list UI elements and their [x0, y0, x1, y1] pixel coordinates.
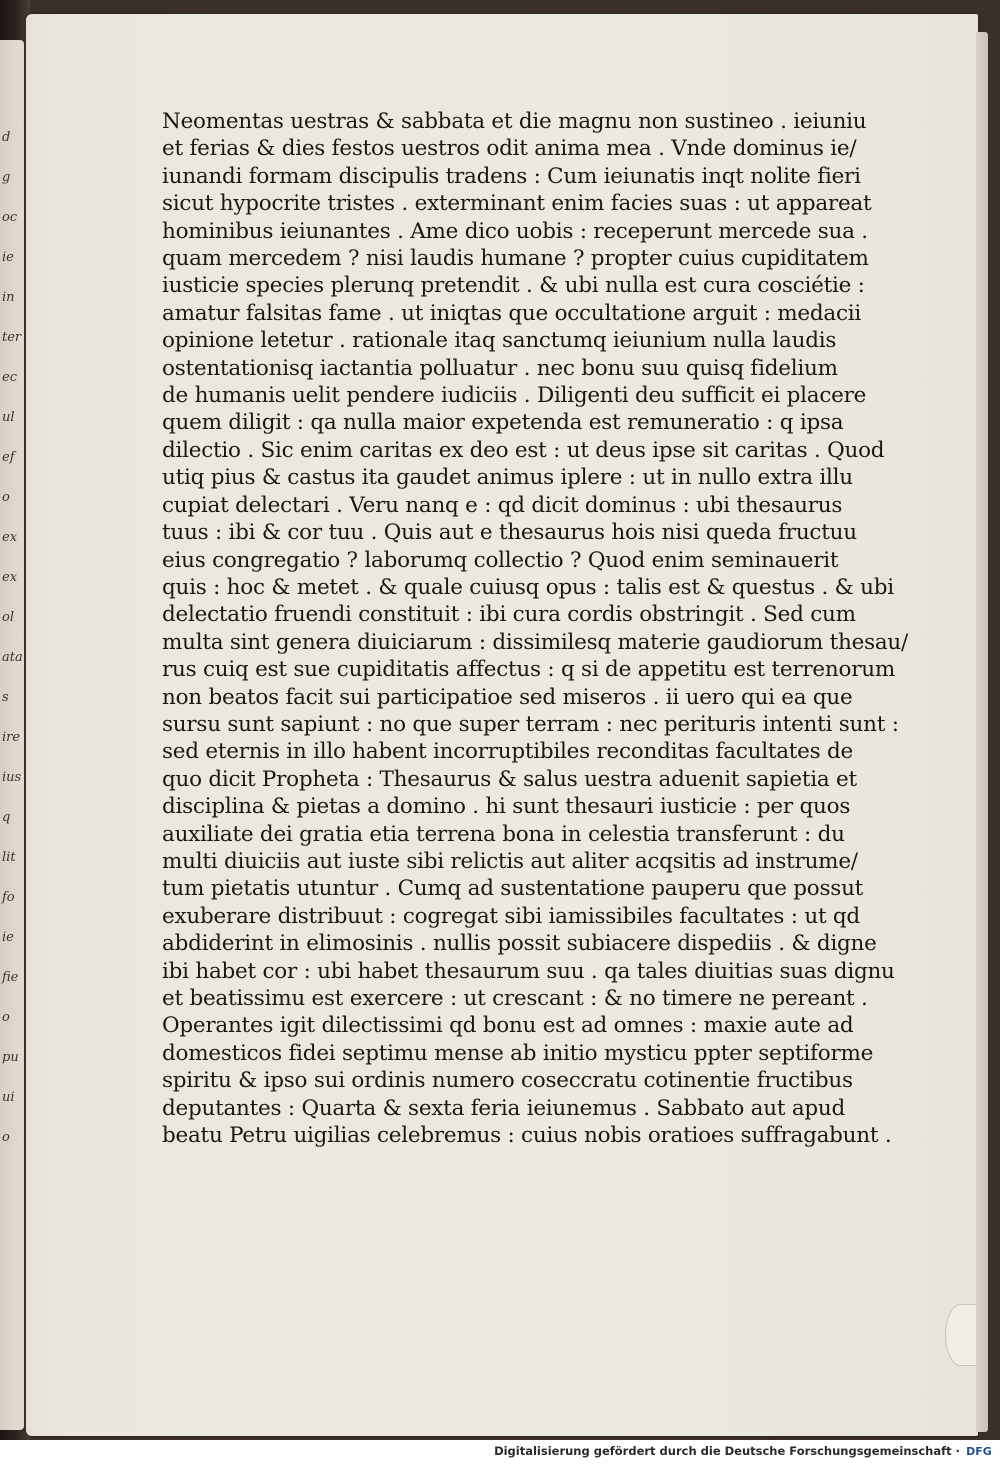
- text-line: multi diuiciis aut iuste sibi relictis aut aliter acqsitis ad instrume/: [162, 848, 858, 874]
- facing-page-fragment: q: [2, 810, 11, 825]
- text-line: auxiliate dei gratia etia terrena bona in celestia transferunt : du: [162, 821, 845, 847]
- text-line: beatu Petru uigilias celebremus : cuius nobis oratioes suffragabunt .: [162, 1123, 892, 1149]
- facing-page-fragment: s: [2, 690, 9, 705]
- facing-page-fragment: ul: [2, 410, 15, 425]
- facing-page-fragment: pu: [2, 1050, 19, 1065]
- text-line: iusticie species plerunq pretendit . & ubi nulla est cura cosciétie :: [162, 273, 865, 299]
- text-line: Operantes igit dilectissimi qd bonu est ad omnes : maxie aute ad: [162, 1013, 854, 1039]
- text-line: de humanis uelit pendere iudiciis . Diligenti deu sufficit ei placere: [162, 383, 867, 409]
- facing-page-fragment: g: [2, 170, 11, 185]
- text-line: eius congregatio ? laborumq collectio ? Quod enim seminauerit: [162, 547, 839, 573]
- funding-credit: Digitalisierung gefördert durch die Deutsche Forschungsgemeinschaft ·: [494, 1444, 960, 1458]
- text-line: dilectio . Sic enim caritas ex deo est : ut deus ipse sit caritas . Quod: [162, 437, 885, 463]
- text-line: Neomentas uestras & sabbata et die magnu non sustineo . ieiuniu: [162, 109, 867, 134]
- facing-page-fragment: d: [2, 130, 11, 145]
- facing-page-fragment: fo: [2, 890, 15, 905]
- text-line: cupiat delectari . Veru nanq e : qd dicit dominus : ubi thesaurus: [162, 492, 843, 518]
- text-line: tum pietatis utuntur . Cumq ad sustentatione pauperu que possut: [162, 876, 864, 902]
- facing-page-fragment: ius: [2, 770, 22, 785]
- text-line: et ferias & dies festos uestros odit anima mea . Vnde dominus ie/: [162, 136, 857, 162]
- text-line: sursu sunt sapiunt : no que super terram : nec perituris intenti sunt :: [162, 711, 899, 737]
- facing-page-fragment: ex: [2, 530, 18, 545]
- facing-page-fragment: ef: [2, 450, 15, 465]
- page-corner-curl: [945, 1304, 976, 1366]
- facing-page-fragment: oc: [2, 210, 18, 225]
- text-line: quam mercedem ? nisi laudis humane ? propter cuius cupiditatem: [162, 246, 869, 272]
- text-line: quis : hoc & metet . & quale cuiusq opus : talis est & questus . & ubi: [162, 574, 894, 600]
- facing-page-fragment: fie: [2, 970, 19, 985]
- facing-page-fragment: ata: [2, 650, 23, 665]
- facing-page-fragment: in: [2, 290, 15, 305]
- facing-page-fragment: ec: [2, 370, 17, 385]
- printed-text-block: [162, 108, 909, 1149]
- text-line: hominibus ieiunantes . Ame dico uobis : receperunt mercede sua .: [162, 218, 868, 244]
- text-line: sed eternis in illo habent incorruptibiles reconditas facultates de: [162, 739, 854, 765]
- facing-page-fragment: o: [2, 1010, 10, 1025]
- facing-page-fragment: ex: [2, 570, 18, 585]
- digitization-footer: [0, 1440, 1000, 1465]
- text-line: et beatissimu est exercere : ut crescant : & no timere ne pereant .: [162, 986, 868, 1011]
- facing-page-fragment: o: [2, 490, 10, 505]
- text-line: disciplina & pietas a domino . hi sunt thesauri iusticie : per quos: [162, 794, 851, 820]
- text-line: amatur falsitas fame . ut iniqtas que occultatione arguit : medacii: [162, 300, 862, 326]
- text-line: domesticos fidei septimu mense ab initio mysticu ppter septiforme: [162, 1040, 874, 1066]
- text-line: deputantes : Quarta & sexta feria ieiunemus . Sabbato aut apud: [162, 1095, 846, 1121]
- text-line: tuus : ibi & cor tuu . Quis aut e thesaurus hois nisi queda fructuu: [162, 520, 857, 546]
- text-line: ibi habet cor : ubi habet thesaurum suu . qa tales diuitias suas dignu: [162, 958, 895, 984]
- text-line: exuberare distribuut : cogregat sibi iamissibiles facultates : ut qd: [162, 903, 860, 929]
- text-line: opinione letetur . rationale itaq sanctumq ieiunium nulla laudis: [162, 328, 837, 354]
- facing-page-fragment: ter: [2, 330, 22, 345]
- page-edge-stack: [976, 32, 988, 1432]
- dfg-logo: DFG: [966, 1445, 992, 1458]
- text-line: sicut hypocrite tristes . exterminant enim facies suas : ut appareat: [162, 191, 872, 217]
- text-line: spiritu & ipso sui ordinis numero coseccratu cotinentie fructibus: [162, 1068, 853, 1094]
- facing-page-fragment: ol: [2, 610, 14, 625]
- text-line: multa sint genera diuiciarum : dissimilesq materie gaudiorum thesau/: [162, 629, 909, 655]
- text-line: utiq pius & castus ita gaudet animus iplere : ut in nullo extra illu: [162, 465, 853, 491]
- facing-page-fragment: ui: [2, 1090, 15, 1105]
- facing-page-fragment: ie: [2, 930, 14, 945]
- text-line: quem diligit : qa nulla maior expetenda est remuneratio : q ipsa: [162, 410, 844, 436]
- facing-page-fragment: lit: [2, 850, 16, 865]
- facing-page-fragment: ire: [2, 730, 21, 745]
- text-line: ostentationisq iactantia polluatur . nec bonu suu quisq fidelium: [162, 355, 838, 381]
- facing-page-fragment: o: [2, 1130, 10, 1145]
- text-line: abdiderint in elimosinis . nullis possit subiacere dispediis . & digne: [162, 931, 877, 957]
- text-line: quo dicit Propheta : Thesaurus & salus uestra aduenit sapietia et: [162, 766, 857, 792]
- text-line: non beatos facit sui participatioe sed miseros . ii uero qui ea que: [162, 684, 853, 710]
- text-line: iunandi formam discipulis tradens : Cum ieiunatis inqt nolite fieri: [162, 163, 861, 189]
- manuscript-page: [26, 14, 978, 1436]
- facing-page-edge: [0, 40, 24, 1430]
- facing-page-fragment: ie: [2, 250, 14, 265]
- text-line: delectatio fruendi constituit : ibi cura cordis obstringit . Sed cum: [162, 602, 856, 628]
- text-line: rus cuiq est sue cupiditatis affectus : q si de appetitu est terrenorum: [162, 657, 895, 683]
